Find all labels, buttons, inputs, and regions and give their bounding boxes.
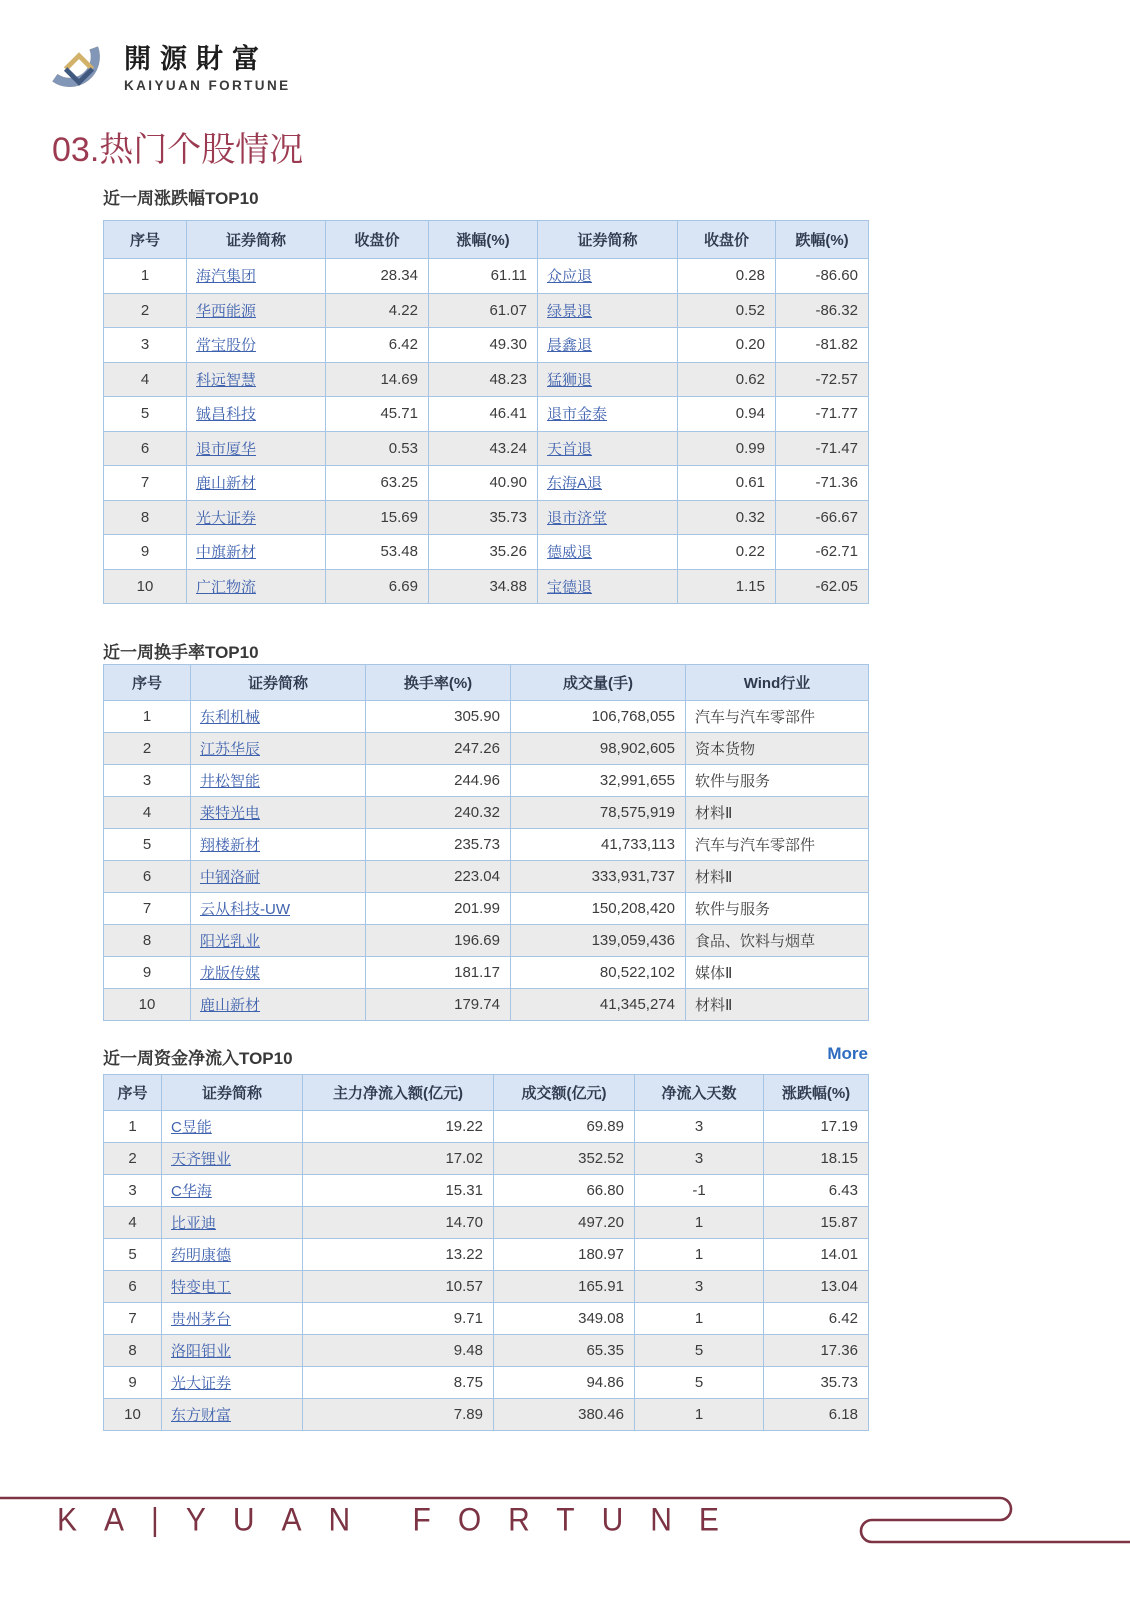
footer: [0, 1478, 1130, 1558]
table-row: [104, 362, 869, 397]
footer-brand-text: KA|YUAN FORTUNE: [57, 1502, 746, 1539]
rank-cell: 9: [104, 957, 191, 989]
value-cell: 13.22: [303, 1239, 494, 1271]
stock-name-cell: [191, 733, 366, 765]
stock-name-link[interactable]: 东利机械: [200, 709, 261, 726]
rank-cell: 10: [104, 569, 187, 604]
value-cell: 软件与服务: [686, 765, 869, 797]
stock-name-link[interactable]: 江苏华辰: [200, 741, 261, 758]
table-row: [104, 989, 869, 1021]
column-header: 证券简称: [538, 221, 678, 259]
value-cell: 9.48: [303, 1335, 494, 1367]
value-cell: 7.89: [303, 1399, 494, 1431]
value-cell: 5: [635, 1367, 764, 1399]
value-cell: 63.25: [326, 466, 429, 501]
rank-cell: 2: [104, 733, 191, 765]
value-cell: 78,575,919: [511, 797, 686, 829]
stock-name-cell: [538, 397, 678, 432]
stock-name-link[interactable]: 鹿山新材: [200, 997, 261, 1014]
stock-name-cell: [538, 431, 678, 466]
stock-name-cell: [187, 569, 326, 604]
value-cell: 8.75: [303, 1367, 494, 1399]
stock-name-cell: [187, 397, 326, 432]
rank-cell: 6: [104, 861, 191, 893]
stock-name-cell: [187, 328, 326, 363]
stock-name-link[interactable]: 鹿山新材: [196, 475, 257, 493]
stock-name-cell: [538, 466, 678, 501]
stock-name-link[interactable]: 东方财富: [171, 1407, 232, 1424]
value-cell: 69.89: [494, 1111, 635, 1143]
stock-name-cell: [162, 1303, 303, 1335]
stock-name-cell: [538, 362, 678, 397]
table-header-row: [104, 221, 869, 259]
value-cell: 3: [635, 1111, 764, 1143]
value-cell: 179.74: [366, 989, 511, 1021]
value-cell: 45.71: [326, 397, 429, 432]
column-header: 收盘价: [326, 221, 429, 259]
table-row: [104, 328, 869, 363]
column-header: 证券简称: [162, 1075, 303, 1111]
value-cell: 材料Ⅱ: [686, 989, 869, 1021]
value-cell: -71.47: [776, 431, 869, 466]
table-row: [104, 861, 869, 893]
value-cell: 6.18: [764, 1399, 869, 1431]
value-cell: 4.22: [326, 293, 429, 328]
stock-name-cell: [187, 466, 326, 501]
value-cell: 61.11: [429, 259, 538, 294]
stock-name-link[interactable]: 阳光乳业: [200, 933, 261, 950]
stock-name-link[interactable]: 众应退: [547, 268, 593, 286]
stock-name-link[interactable]: 莱特光电: [200, 805, 261, 822]
value-cell: 80,522,102: [511, 957, 686, 989]
rank-cell: 9: [104, 1367, 162, 1399]
value-cell: 46.41: [429, 397, 538, 432]
value-cell: 汽车与汽车零部件: [686, 829, 869, 861]
value-cell: 240.32: [366, 797, 511, 829]
stock-name-cell: [162, 1335, 303, 1367]
value-cell: 5: [635, 1335, 764, 1367]
value-cell: 41,733,113: [511, 829, 686, 861]
table-row: [104, 733, 869, 765]
table-row: [104, 293, 869, 328]
value-cell: 1.15: [678, 569, 776, 604]
column-header: Wind行业: [686, 665, 869, 701]
stock-name-cell: [162, 1111, 303, 1143]
value-cell: 305.90: [366, 701, 511, 733]
value-cell: 14.01: [764, 1239, 869, 1271]
value-cell: 0.20: [678, 328, 776, 363]
stock-name-link[interactable]: 光大证券: [196, 509, 257, 527]
value-cell: 139,059,436: [511, 925, 686, 957]
table-row: [104, 1303, 869, 1335]
column-header: 换手率(%): [366, 665, 511, 701]
value-cell: 15.31: [303, 1175, 494, 1207]
table-row: [104, 1335, 869, 1367]
stock-name-link[interactable]: C华海: [171, 1183, 212, 1200]
column-header: 涨幅(%): [429, 221, 538, 259]
rank-cell: 4: [104, 1207, 162, 1239]
stock-name-link[interactable]: 云从科技-UW: [200, 901, 290, 918]
value-cell: -81.82: [776, 328, 869, 363]
stock-name-link[interactable]: 中钢洛耐: [200, 869, 261, 886]
rank-cell: 4: [104, 797, 191, 829]
column-header: 证券简称: [187, 221, 326, 259]
rank-cell: 2: [104, 1143, 162, 1175]
value-cell: -62.05: [776, 569, 869, 604]
stock-name-link[interactable]: 铖昌科技: [196, 406, 257, 424]
stock-name-cell: [538, 500, 678, 535]
stock-name-link[interactable]: 广汇物流: [196, 578, 257, 596]
column-header: 成交量(手): [511, 665, 686, 701]
column-header: 序号: [104, 665, 191, 701]
value-cell: 352.52: [494, 1143, 635, 1175]
rank-cell: 10: [104, 1399, 162, 1431]
more-link[interactable]: More: [827, 1044, 868, 1063]
stock-name-cell: [538, 535, 678, 570]
table-row: [104, 957, 869, 989]
column-header: 主力净流入额(亿元): [303, 1075, 494, 1111]
column-header: 证券简称: [191, 665, 366, 701]
table-row: [104, 1367, 869, 1399]
table-row: [104, 1239, 869, 1271]
stock-name-link[interactable]: 华西能源: [196, 302, 257, 320]
stock-name-cell: [162, 1207, 303, 1239]
value-cell: -86.32: [776, 293, 869, 328]
value-cell: 150,208,420: [511, 893, 686, 925]
value-cell: -86.60: [776, 259, 869, 294]
stock-name-link[interactable]: 特变电工: [171, 1279, 232, 1296]
table-row: [104, 1271, 869, 1303]
value-cell: 41,345,274: [511, 989, 686, 1021]
value-cell: 媒体Ⅱ: [686, 957, 869, 989]
table-row: [104, 466, 869, 501]
column-header: 跌幅(%): [776, 221, 869, 259]
value-cell: 0.52: [678, 293, 776, 328]
stock-name-link[interactable]: 井松智能: [200, 773, 261, 790]
table-row: [104, 765, 869, 797]
section-title-weekly-change: 近一周涨跌幅TOP10: [103, 189, 259, 208]
stock-name-link[interactable]: 退市金泰: [547, 406, 608, 424]
stock-name-cell: [191, 957, 366, 989]
value-cell: 0.99: [678, 431, 776, 466]
value-cell: -71.36: [776, 466, 869, 501]
value-cell: 0.22: [678, 535, 776, 570]
kaiyuan-logo-icon: [48, 38, 110, 100]
logo-name-chinese: 開源財富: [124, 44, 268, 75]
value-cell: 13.04: [764, 1271, 869, 1303]
logo: [48, 38, 291, 100]
table-row: [104, 893, 869, 925]
rank-cell: 7: [104, 466, 187, 501]
value-cell: 32,991,655: [511, 765, 686, 797]
rank-cell: 1: [104, 259, 187, 294]
value-cell: 19.22: [303, 1111, 494, 1143]
rank-cell: 4: [104, 362, 187, 397]
value-cell: 15.87: [764, 1207, 869, 1239]
value-cell: 98,902,605: [511, 733, 686, 765]
value-cell: 汽车与汽车零部件: [686, 701, 869, 733]
value-cell: 333,931,737: [511, 861, 686, 893]
page-title: 03.热门个股情况: [52, 131, 304, 169]
value-cell: 6.43: [764, 1175, 869, 1207]
column-header: 序号: [104, 221, 187, 259]
rank-cell: 3: [104, 328, 187, 363]
value-cell: 0.61: [678, 466, 776, 501]
value-cell: 40.90: [429, 466, 538, 501]
value-cell: -71.77: [776, 397, 869, 432]
stock-name-link[interactable]: 东海A退: [547, 475, 603, 493]
value-cell: 9.71: [303, 1303, 494, 1335]
value-cell: 0.28: [678, 259, 776, 294]
column-header: 涨跌幅(%): [764, 1075, 869, 1111]
value-cell: 35.73: [764, 1367, 869, 1399]
stock-name-link[interactable]: 退市厦华: [196, 440, 257, 458]
value-cell: 17.19: [764, 1111, 869, 1143]
table-row: [104, 797, 869, 829]
stock-name-link[interactable]: 药明康德: [171, 1247, 232, 1264]
stock-name-link[interactable]: 贵州茅台: [171, 1311, 232, 1328]
value-cell: 35.26: [429, 535, 538, 570]
stock-name-cell: [187, 431, 326, 466]
rank-cell: 5: [104, 1239, 162, 1271]
value-cell: 53.48: [326, 535, 429, 570]
rank-cell: 3: [104, 765, 191, 797]
logo-text: [124, 45, 291, 93]
rank-cell: 1: [104, 1111, 162, 1143]
stock-name-cell: [162, 1367, 303, 1399]
stock-name-link[interactable]: 退市济堂: [547, 509, 608, 527]
value-cell: 6.69: [326, 569, 429, 604]
value-cell: 3: [635, 1271, 764, 1303]
table-row: [104, 1207, 869, 1239]
stock-name-cell: [538, 293, 678, 328]
stock-name-link[interactable]: 洛阳钼业: [171, 1343, 232, 1360]
value-cell: 223.04: [366, 861, 511, 893]
value-cell: 28.34: [326, 259, 429, 294]
value-cell: 10.57: [303, 1271, 494, 1303]
value-cell: 17.36: [764, 1335, 869, 1367]
value-cell: 15.69: [326, 500, 429, 535]
table-row: [104, 397, 869, 432]
stock-name-link[interactable]: 科远智慧: [196, 371, 257, 389]
value-cell: 0.94: [678, 397, 776, 432]
stock-name-link[interactable]: 猛狮退: [547, 371, 593, 389]
rank-cell: 8: [104, 1335, 162, 1367]
stock-name-cell: [187, 362, 326, 397]
table-row: [104, 569, 869, 604]
stock-name-cell: [162, 1399, 303, 1431]
rank-cell: 7: [104, 1303, 162, 1335]
stock-name-link[interactable]: 比亚迪: [171, 1215, 217, 1232]
value-cell: 1: [635, 1207, 764, 1239]
stock-name-link[interactable]: 海汽集团: [196, 268, 257, 286]
rank-cell: 6: [104, 1271, 162, 1303]
stock-name-cell: [191, 861, 366, 893]
weekly-change-top10-table: [103, 220, 869, 604]
stock-name-link[interactable]: 龙版传媒: [200, 965, 261, 982]
rank-cell: 8: [104, 925, 191, 957]
stock-name-cell: [538, 259, 678, 294]
value-cell: 201.99: [366, 893, 511, 925]
rank-cell: 10: [104, 989, 191, 1021]
value-cell: 17.02: [303, 1143, 494, 1175]
rank-cell: 2: [104, 293, 187, 328]
table-header-row: [104, 1075, 869, 1111]
rank-cell: 8: [104, 500, 187, 535]
table-row: [104, 701, 869, 733]
stock-name-link[interactable]: 晨鑫退: [547, 337, 593, 355]
value-cell: 181.17: [366, 957, 511, 989]
table-row: [104, 259, 869, 294]
rank-cell: 1: [104, 701, 191, 733]
stock-name-cell: [191, 765, 366, 797]
value-cell: 65.35: [494, 1335, 635, 1367]
stock-name-cell: [191, 989, 366, 1021]
stock-name-link[interactable]: 宝德退: [547, 578, 593, 596]
value-cell: 34.88: [429, 569, 538, 604]
value-cell: 0.32: [678, 500, 776, 535]
section-title-net-inflow: 近一周资金净流入TOP10: [103, 1049, 293, 1068]
value-cell: 3: [635, 1143, 764, 1175]
value-cell: 94.86: [494, 1367, 635, 1399]
value-cell: 66.80: [494, 1175, 635, 1207]
value-cell: 14.70: [303, 1207, 494, 1239]
stock-name-link[interactable]: 中旗新材: [196, 544, 257, 562]
table-row: [104, 1111, 869, 1143]
value-cell: 1: [635, 1399, 764, 1431]
table-row: [104, 1143, 869, 1175]
table-row: [104, 535, 869, 570]
value-cell: 资本货物: [686, 733, 869, 765]
stock-name-cell: [191, 797, 366, 829]
value-cell: -66.67: [776, 500, 869, 535]
stock-name-link[interactable]: 光大证券: [171, 1375, 232, 1392]
stock-name-cell: [162, 1271, 303, 1303]
stock-name-cell: [187, 535, 326, 570]
value-cell: 1: [635, 1303, 764, 1335]
value-cell: 材料Ⅱ: [686, 861, 869, 893]
table-header-row: [104, 665, 869, 701]
stock-name-cell: [162, 1239, 303, 1271]
net-inflow-top10-table: [103, 1074, 869, 1431]
table-row: [104, 829, 869, 861]
table-row: [104, 925, 869, 957]
column-header: 序号: [104, 1075, 162, 1111]
stock-name-cell: [187, 293, 326, 328]
value-cell: 196.69: [366, 925, 511, 957]
table-row: [104, 1175, 869, 1207]
stock-name-link[interactable]: C昱能: [171, 1119, 212, 1136]
value-cell: 48.23: [429, 362, 538, 397]
stock-name-cell: [191, 925, 366, 957]
value-cell: 349.08: [494, 1303, 635, 1335]
value-cell: 247.26: [366, 733, 511, 765]
value-cell: 380.46: [494, 1399, 635, 1431]
section-title-turnover: 近一周换手率TOP10: [103, 643, 259, 662]
value-cell: 49.30: [429, 328, 538, 363]
value-cell: 43.24: [429, 431, 538, 466]
column-header: 收盘价: [678, 221, 776, 259]
value-cell: 6.42: [326, 328, 429, 363]
value-cell: 0.62: [678, 362, 776, 397]
stock-name-link[interactable]: 天首退: [547, 440, 593, 458]
value-cell: 1: [635, 1239, 764, 1271]
table-row: [104, 431, 869, 466]
value-cell: 106,768,055: [511, 701, 686, 733]
value-cell: 软件与服务: [686, 893, 869, 925]
stock-name-cell: [538, 569, 678, 604]
stock-name-link[interactable]: 天齐锂业: [171, 1151, 232, 1168]
stock-name-link[interactable]: 德威退: [547, 544, 593, 562]
stock-name-cell: [187, 259, 326, 294]
stock-name-cell: [191, 893, 366, 925]
turnover-top10-table: [103, 664, 869, 1021]
stock-name-cell: [191, 829, 366, 861]
stock-name-cell: [191, 701, 366, 733]
stock-name-cell: [162, 1175, 303, 1207]
value-cell: 18.15: [764, 1143, 869, 1175]
rank-cell: 3: [104, 1175, 162, 1207]
value-cell: -1: [635, 1175, 764, 1207]
value-cell: -72.57: [776, 362, 869, 397]
column-header: 净流入天数: [635, 1075, 764, 1111]
value-cell: 61.07: [429, 293, 538, 328]
rank-cell: 6: [104, 431, 187, 466]
stock-name-link[interactable]: 翔楼新材: [200, 837, 261, 854]
value-cell: 180.97: [494, 1239, 635, 1271]
stock-name-link[interactable]: 常宝股份: [196, 337, 257, 355]
value-cell: 165.91: [494, 1271, 635, 1303]
table-row: [104, 500, 869, 535]
value-cell: 244.96: [366, 765, 511, 797]
table-row: [104, 1399, 869, 1431]
value-cell: 14.69: [326, 362, 429, 397]
column-header: 成交额(亿元): [494, 1075, 635, 1111]
stock-name-cell: [187, 500, 326, 535]
rank-cell: 7: [104, 893, 191, 925]
value-cell: 35.73: [429, 500, 538, 535]
rank-cell: 5: [104, 397, 187, 432]
value-cell: 材料Ⅱ: [686, 797, 869, 829]
value-cell: 0.53: [326, 431, 429, 466]
stock-name-cell: [162, 1143, 303, 1175]
stock-name-link[interactable]: 绿景退: [547, 302, 593, 320]
value-cell: 235.73: [366, 829, 511, 861]
value-cell: 食品、饮料与烟草: [686, 925, 869, 957]
value-cell: 497.20: [494, 1207, 635, 1239]
logo-name-english: KAIYUAN FORTUNE: [124, 77, 291, 93]
value-cell: 6.42: [764, 1303, 869, 1335]
rank-cell: 5: [104, 829, 191, 861]
rank-cell: 9: [104, 535, 187, 570]
stock-name-cell: [538, 328, 678, 363]
value-cell: -62.71: [776, 535, 869, 570]
